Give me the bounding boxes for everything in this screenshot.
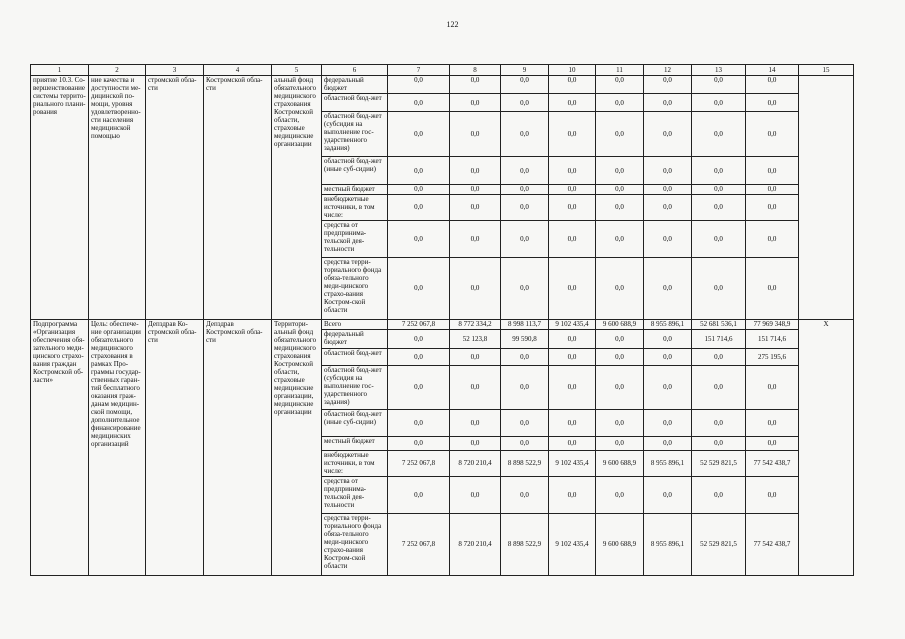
value-cell: 0,0 [596, 436, 644, 450]
funding-source-cell: федеральный бюджет [322, 329, 388, 348]
budget-table [30, 64, 854, 576]
value-cell: 8 720 210,4 [450, 513, 501, 575]
value-cell: 0,0 [692, 93, 746, 111]
funding-source-cell: областной бюд-жет (субсидия на выполнение гос-ударственного задания) [322, 365, 388, 409]
value-cell: 0,0 [644, 184, 692, 194]
value-cell: 0,0 [644, 221, 692, 257]
value-cell: 9 102 435,4 [549, 513, 596, 575]
value-cell: 0,0 [501, 157, 549, 185]
column-15-cell [799, 75, 854, 319]
column-number: 8 [450, 65, 501, 76]
value-cell: 7 252 067,8 [388, 319, 450, 329]
value-cell: 0,0 [450, 157, 501, 185]
value-cell: 0,0 [746, 93, 799, 111]
value-cell: 0,0 [450, 365, 501, 409]
value-cell: 0,0 [596, 365, 644, 409]
value-cell: 0,0 [692, 409, 746, 436]
value-cell: 77 969 348,9 [746, 319, 799, 329]
column-number: 10 [549, 65, 596, 76]
value-cell: 0,0 [644, 75, 692, 93]
value-cell: 0,0 [549, 329, 596, 348]
column-15-cell: Х [799, 319, 854, 575]
value-cell: 0,0 [388, 257, 450, 319]
value-cell: 0,0 [692, 194, 746, 221]
value-cell: 8 955 896,1 [644, 450, 692, 477]
value-cell: 0,0 [388, 348, 450, 365]
value-cell: 0,0 [501, 409, 549, 436]
value-cell: 0,0 [450, 75, 501, 93]
value-cell: 0,0 [501, 221, 549, 257]
value-cell: 52 529 821,5 [692, 513, 746, 575]
funding-source-cell: средства от предпринима-тельской дея-тельности [322, 221, 388, 257]
value-cell: 0,0 [746, 194, 799, 221]
value-cell: 8 772 334,2 [450, 319, 501, 329]
value-cell: 8 720 210,4 [450, 450, 501, 477]
funding-source-cell: областной бюд-жет [322, 348, 388, 365]
value-cell: 9 102 435,4 [549, 319, 596, 329]
value-cell: 0,0 [746, 184, 799, 194]
value-cell: 0,0 [388, 157, 450, 185]
value-cell: 0,0 [596, 194, 644, 221]
value-cell: 0,0 [596, 112, 644, 157]
value-cell: 0,0 [692, 112, 746, 157]
value-cell: 0,0 [596, 409, 644, 436]
value-cell: 0,0 [644, 157, 692, 185]
value-cell: 0,0 [450, 477, 501, 513]
value-cell: 0,0 [692, 257, 746, 319]
merged-c3-cell: Депздрав Ко-стромской обла-сти [146, 319, 204, 575]
value-cell: 0,0 [388, 365, 450, 409]
value-cell: 0,0 [388, 329, 450, 348]
page-number: 122 [446, 20, 459, 29]
value-cell: 0,0 [388, 221, 450, 257]
value-cell: 151 714,6 [692, 329, 746, 348]
value-cell: 0,0 [692, 365, 746, 409]
value-cell: 0,0 [596, 93, 644, 111]
value-cell: 0,0 [596, 257, 644, 319]
column-number: 9 [501, 65, 549, 76]
value-cell: 0,0 [644, 112, 692, 157]
value-cell: 8 955 896,1 [644, 319, 692, 329]
value-cell: 9 102 435,4 [549, 450, 596, 477]
value-cell: 0,0 [388, 436, 450, 450]
value-cell: 7 252 067,8 [388, 513, 450, 575]
value-cell: 0,0 [501, 257, 549, 319]
value-cell: 0,0 [644, 477, 692, 513]
value-cell: 9 600 688,9 [596, 319, 644, 329]
value-cell: 0,0 [596, 221, 644, 257]
value-cell: 0,0 [746, 157, 799, 185]
value-cell: 99 590,8 [501, 329, 549, 348]
funding-source-cell: областной бюд-жет [322, 93, 388, 111]
value-cell: 0,0 [596, 329, 644, 348]
column-number: 4 [204, 65, 272, 76]
value-cell: 0,0 [501, 93, 549, 111]
value-cell: 0,0 [501, 436, 549, 450]
column-number: 13 [692, 65, 746, 76]
value-cell: 0,0 [501, 348, 549, 365]
value-cell: 0,0 [501, 194, 549, 221]
funding-source-cell: областной бюд-жет (иные суб-сидии) [322, 157, 388, 185]
value-cell: 0,0 [388, 194, 450, 221]
column-number: 7 [388, 65, 450, 76]
value-cell: 0,0 [549, 157, 596, 185]
column-number: 14 [746, 65, 799, 76]
merged-c5-cell: альный фонд обязательного медицинского страхования Костромской области, страховые медицинские организации [272, 75, 322, 319]
value-cell: 0,0 [746, 75, 799, 93]
value-cell: 0,0 [692, 75, 746, 93]
funding-source-cell: местный бюджет [322, 184, 388, 194]
value-cell: 0,0 [644, 194, 692, 221]
value-cell: 0,0 [450, 348, 501, 365]
value-cell: 0,0 [450, 184, 501, 194]
value-cell: 77 542 438,7 [746, 513, 799, 575]
value-cell: 0,0 [644, 93, 692, 111]
value-cell: 0,0 [388, 75, 450, 93]
value-cell: 0,0 [450, 93, 501, 111]
value-cell: 52 681 536,1 [692, 319, 746, 329]
value-cell: 0,0 [692, 184, 746, 194]
value-cell: 0,0 [746, 112, 799, 157]
value-cell: 0,0 [644, 348, 692, 365]
column-number: 3 [146, 65, 204, 76]
value-cell: 0,0 [692, 157, 746, 185]
value-cell: 0,0 [450, 194, 501, 221]
value-cell: 0,0 [450, 221, 501, 257]
value-cell: 0,0 [501, 477, 549, 513]
merged-c2-cell: ние качества и доступности ме-дицинской по-мощи, уровня удовлетворенно-сти населения медицинской помощью [89, 75, 146, 319]
value-cell: 0,0 [549, 477, 596, 513]
value-cell: 0,0 [501, 75, 549, 93]
merged-c3-cell: стромской обла-сти [146, 75, 204, 319]
merged-c2-cell: Цель: обеспече-ние организации обязательного медицинского страхования в рамках Про-граммы государ-ственных гаран-тий бесплатного оказания граж-данам медицин-ской помощи, дополнительное финансирование медицинских организаций [89, 319, 146, 575]
value-cell: 0,0 [549, 194, 596, 221]
merged-c4-cell: Костромской обла-сти [204, 75, 272, 319]
column-number: 12 [644, 65, 692, 76]
value-cell: 0,0 [746, 221, 799, 257]
value-cell: 0,0 [388, 409, 450, 436]
value-cell: 0,0 [692, 436, 746, 450]
value-cell: 0,0 [549, 436, 596, 450]
value-cell: 0,0 [450, 257, 501, 319]
value-cell: 0,0 [388, 112, 450, 157]
funding-source-cell: внебюджетные источники, в том числе: [322, 194, 388, 221]
value-cell: 0,0 [501, 365, 549, 409]
column-number: 6 [322, 65, 388, 76]
column-number: 15 [799, 65, 854, 76]
funding-source-cell: местный бюджет [322, 436, 388, 450]
value-cell: 0,0 [450, 436, 501, 450]
value-cell: 8 898 522,9 [501, 513, 549, 575]
value-cell: 0,0 [450, 112, 501, 157]
value-cell: 0,0 [596, 184, 644, 194]
funding-source-cell: средства терри-ториального фонда обяза-тельного меди-цинского страхо-вания Костром-ской области [322, 257, 388, 319]
value-cell: 0,0 [746, 409, 799, 436]
column-number-row [31, 65, 854, 76]
merged-c5-cell: Территори-альный фонд обязательного медицинского страхования Костромской области, страховые медицинские организации, медицинские организации [272, 319, 322, 575]
table-row [31, 75, 854, 93]
value-cell: 0,0 [549, 365, 596, 409]
value-cell: 0,0 [692, 477, 746, 513]
value-cell: 0,0 [596, 157, 644, 185]
value-cell: 0,0 [549, 348, 596, 365]
value-cell: 275 195,6 [746, 348, 799, 365]
value-cell: 0,0 [388, 184, 450, 194]
value-cell: 0,0 [388, 477, 450, 513]
value-cell: 52 123,8 [450, 329, 501, 348]
value-cell: 0,0 [644, 329, 692, 348]
value-cell: 0,0 [450, 409, 501, 436]
column-number: 1 [31, 65, 89, 76]
value-cell: 77 542 438,7 [746, 450, 799, 477]
value-cell: 0,0 [692, 348, 746, 365]
value-cell: 0,0 [644, 365, 692, 409]
column-number: 5 [272, 65, 322, 76]
value-cell: 0,0 [549, 221, 596, 257]
value-cell: 0,0 [501, 184, 549, 194]
value-cell: 9 600 688,9 [596, 450, 644, 477]
funding-source-cell: внебюджетные источники, в том числе: [322, 450, 388, 477]
value-cell: 0,0 [549, 184, 596, 194]
value-cell: 0,0 [501, 112, 549, 157]
funding-source-cell: Всего [322, 319, 388, 329]
value-cell: 0,0 [644, 436, 692, 450]
funding-source-cell: областной бюд-жет (иные суб-сидии) [322, 409, 388, 436]
value-cell: 0,0 [596, 75, 644, 93]
merged-c1-cell: приятие 10.3. Со-вершенствование системы террито-риального плани-рования [31, 75, 89, 319]
merged-c1-cell: Подпрограмма «Организация обеспечения обя-зательного меди-цинского страхо-вания граждан Костромской об-ласти» [31, 319, 89, 575]
value-cell: 0,0 [644, 257, 692, 319]
value-cell: 52 529 821,5 [692, 450, 746, 477]
value-cell: 0,0 [549, 75, 596, 93]
value-cell: 151 714,6 [746, 329, 799, 348]
merged-c4-cell: Депздрав Костромской обла-сти [204, 319, 272, 575]
funding-source-cell: областной бюд-жет (субсидия на выполнение гос-ударственного задания) [322, 112, 388, 157]
value-cell: 0,0 [746, 436, 799, 450]
value-cell: 0,0 [596, 477, 644, 513]
value-cell: 0,0 [596, 348, 644, 365]
table-row [31, 319, 854, 329]
value-cell: 0,0 [549, 93, 596, 111]
value-cell: 0,0 [388, 93, 450, 111]
funding-source-cell: средства от предпринима-тельской дея-тельности [322, 477, 388, 513]
column-number: 2 [89, 65, 146, 76]
value-cell: 0,0 [549, 409, 596, 436]
funding-source-cell: средства терри-ториального фонда обяза-тельного меди-цинского страхо-вания Костром-ской области [322, 513, 388, 575]
value-cell: 7 252 067,8 [388, 450, 450, 477]
value-cell: 0,0 [549, 257, 596, 319]
value-cell: 8 898 522,9 [501, 450, 549, 477]
value-cell: 9 600 688,9 [596, 513, 644, 575]
value-cell: 8 955 896,1 [644, 513, 692, 575]
column-number: 11 [596, 65, 644, 76]
value-cell: 0,0 [692, 221, 746, 257]
value-cell: 0,0 [644, 409, 692, 436]
value-cell: 0,0 [746, 257, 799, 319]
value-cell: 0,0 [746, 477, 799, 513]
value-cell: 0,0 [549, 112, 596, 157]
value-cell: 0,0 [746, 365, 799, 409]
funding-source-cell: федеральный бюджет [322, 75, 388, 93]
value-cell: 8 998 113,7 [501, 319, 549, 329]
